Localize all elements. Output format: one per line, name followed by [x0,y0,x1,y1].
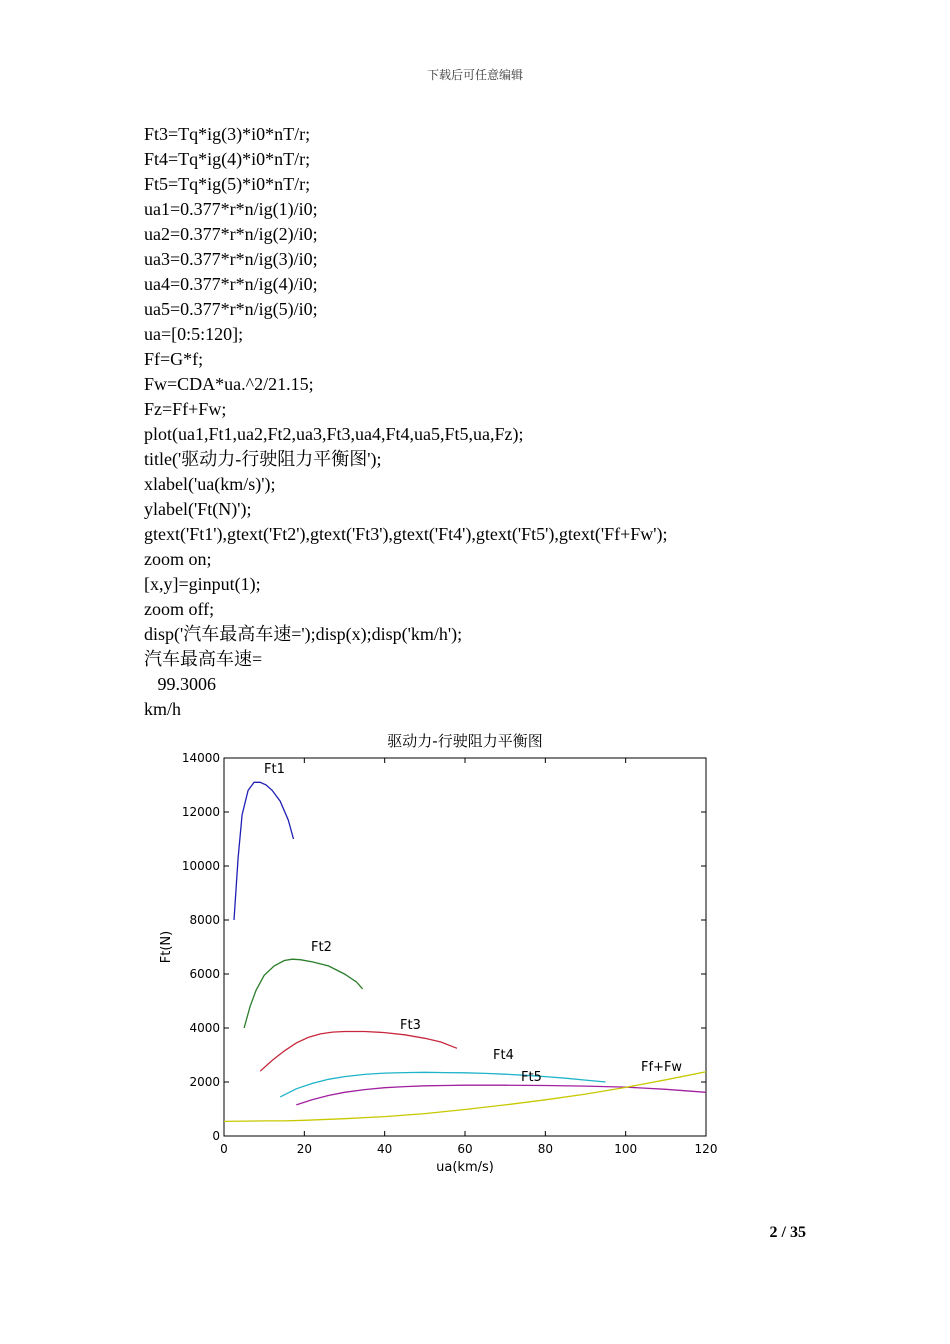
y-tick-label: 12000 [181,805,220,819]
chart-title: 驱动力-行驶阻力平衡图 [387,732,543,750]
code-line: ua4=0.377*r*n/ig(4)/i0; [144,274,318,294]
code-line: Fz=Ff+Fw; [144,399,227,419]
x-tick-label: 20 [296,1142,312,1156]
gtext-label: Ft1 [264,762,285,777]
code-line: 99.3006 [144,674,216,694]
gtext-label: Ft3 [400,1018,421,1033]
code-line: [x,y]=ginput(1); [144,574,261,594]
code-listing [144,122,668,722]
code-line: xlabel('ua(km/s)'); [144,474,276,494]
x-tick-label: 100 [614,1142,638,1156]
code-line: km/h [144,699,182,719]
code-line: disp('汽车最高车速=');disp(x);disp('km/h'); [144,624,463,644]
y-axis-label: Ft(N) [159,930,174,964]
code-line: ua3=0.377*r*n/ig(3)/i0; [144,249,318,269]
page-header: 下载后可任意编辑 [426,68,523,82]
code-line: 汽车最高车速= [144,649,263,669]
code-line: zoom on; [144,549,212,569]
code-line: Ft4=Tq*ig(4)*i0*nT/r; [144,149,311,169]
x-axis-label: ua(km/s) [436,1160,494,1175]
code-line: title('驱动力-行驶阻力平衡图'); [144,449,382,469]
y-tick-label: 8000 [189,913,220,927]
balance-chart [150,725,730,1185]
gtext-label: Ft5 [521,1070,542,1085]
code-line: Ff=G*f; [144,349,204,369]
y-tick-label: 0 [212,1129,220,1143]
chart-svg [150,725,730,1185]
y-tick-label: 10000 [181,859,220,873]
x-tick-label: 80 [537,1142,553,1156]
code-line: ylabel('Ft(N)'); [144,499,252,519]
y-tick-label: 2000 [189,1075,220,1089]
gtext-label: Ft4 [493,1048,514,1063]
code-line: ua5=0.377*r*n/ig(5)/i0; [144,299,318,319]
code-line: Ft5=Tq*ig(5)*i0*nT/r; [144,174,311,194]
code-line: zoom off; [144,599,215,619]
code-line: ua2=0.377*r*n/ig(2)/i0; [144,224,318,244]
code-line: plot(ua1,Ft1,ua2,Ft2,ua3,Ft3,ua4,Ft4,ua5,Ft5,ua,Fz); [144,424,524,444]
gtext-label: Ff+Fw [641,1060,683,1075]
page-number: 2 / 35 [769,1224,806,1241]
x-tick-label: 60 [457,1142,473,1156]
y-tick-label: 14000 [181,751,220,765]
code-line: ua1=0.377*r*n/ig(1)/i0; [144,199,318,219]
code-line: Ft3=Tq*ig(3)*i0*nT/r; [144,124,311,144]
x-tick-label: 0 [220,1142,228,1156]
y-tick-label: 6000 [189,967,220,981]
plot-frame [224,758,706,1136]
x-tick-label: 40 [377,1142,393,1156]
code-line: Fw=CDA*ua.^2/21.15; [144,374,314,394]
x-tick-label: 120 [694,1142,718,1156]
code-line: ua=[0:5:120]; [144,324,244,344]
code-line: gtext('Ft1'),gtext('Ft2'),gtext('Ft3'),gtext('Ft4'),gtext('Ft5'),gtext('Ff+Fw'); [144,524,668,544]
gtext-label: Ft2 [311,940,332,955]
y-tick-label: 4000 [189,1021,220,1035]
